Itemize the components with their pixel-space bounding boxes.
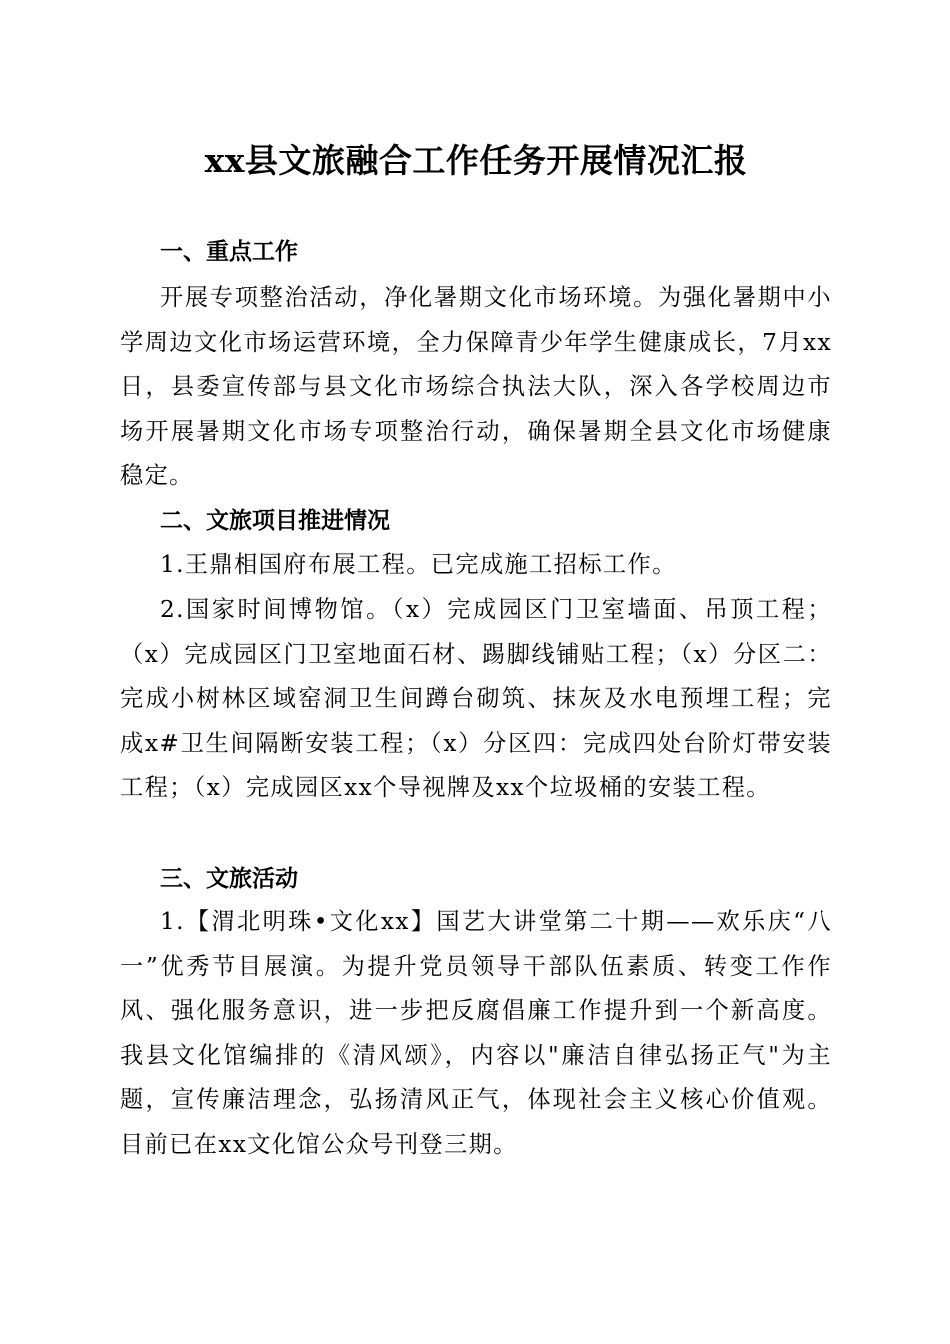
paragraph-project-2: 2.国家时间博物馆。（x）完成园区门卫室墙面、吊顶工程；（x）完成园区门卫室地面石材、踢脚线铺贴工程；（x）分区二：完成小树林区域窑洞卫生间蹲台砌筑、抹灰及水电预埋工程；完成x#卫生间隔断安装工程；（x）分区四：完成四处台阶灯带安装工程；（x）完成园区xx个导视牌及xx个垃圾桶的安装工程。 bbox=[120, 596, 832, 802]
paragraph-key-work: 开展专项整治活动，净化暑期文化市场环境。为强化暑期中小学周边文化市场运营环境，全力保障青少年学生健康成长，7月xx日，县委宣传部与县文化市场综合执法大队，深入各学校周边市场开展暑期文化市场专项整治行动，确保暑期全县文化市场健康稳定。 bbox=[120, 284, 832, 490]
section-heading-activities: 三、文旅活动 bbox=[160, 866, 298, 892]
section-heading-key-work: 一、重点工作 bbox=[160, 239, 298, 265]
document-title: xx县文旅融合工作任务开展情况汇报 bbox=[204, 141, 748, 180]
section-heading-project-progress: 二、文旅项目推进情况 bbox=[160, 508, 390, 534]
paragraph-activity-1: 1.【渭北明珠•文化xx】国艺大讲堂第二十期——欢乐庆“八一”优秀节目展演。为提升党员领导干部队伍素质、转变工作作风、强化服务意识，进一步把反腐倡廉工作提升到一个新高度。我县文化馆编排的《清风颂》，内容以"廉洁自律弘扬正气"为主题，宣传廉洁理念，弘扬清风正气，体现社会主义核心价值观。目前已在xx文化馆公众号刊登三期。 bbox=[120, 908, 832, 1158]
paragraph-project-1: 1.王鼎相国府布展工程。已完成施工招标工作。 bbox=[160, 551, 677, 578]
